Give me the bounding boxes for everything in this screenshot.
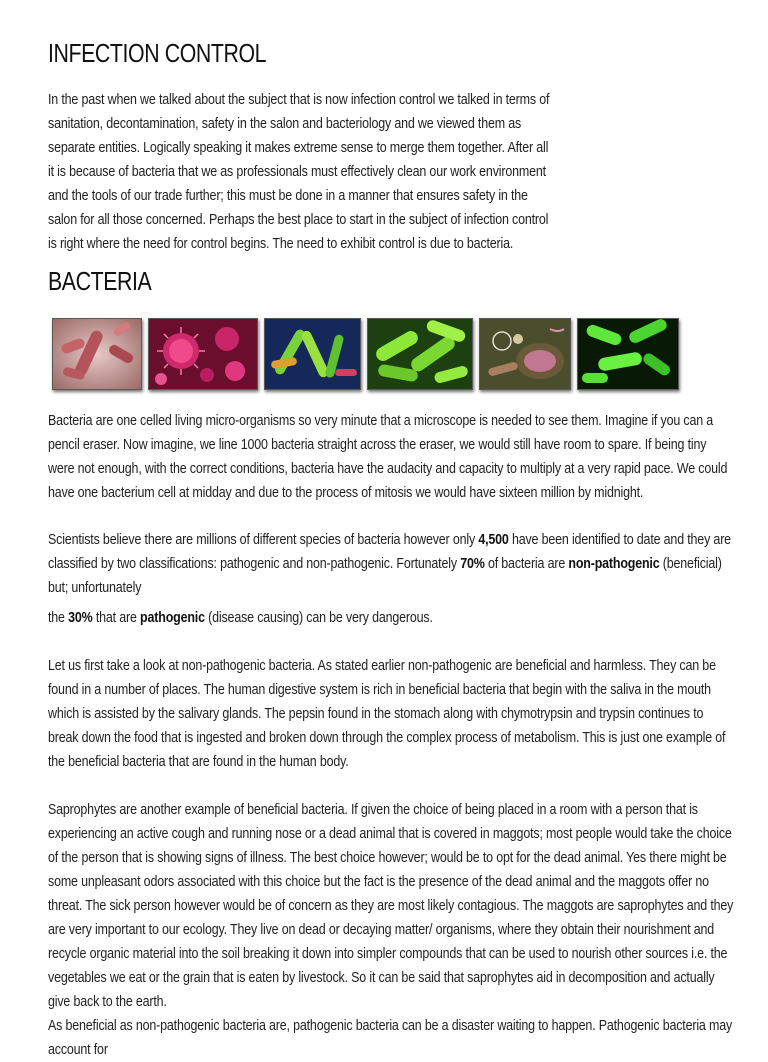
bacteria-image-pink-rods — [52, 318, 142, 390]
bacteria-image-green-blue-rods — [264, 318, 361, 390]
stat-identified-species: 4,500 — [478, 532, 509, 548]
paragraph-pathogenic-cutoff: As beneficial as non-pathogenic bacteria are, pathogenic bacteria can be a disaster waiting to happen. Pathogenic bacteria may account for — [48, 1018, 733, 1058]
bacteria-image-bright-green-rods — [577, 318, 679, 390]
paragraph-species: Scientists believe there are millions of different species of bacteria however only 4,500 have been identified to date and they are classified by two classifications: pathogenic and non-pathogenic. Fortunately 70% of bacteria are non-pathogenic (beneficial) but; unfortunately — [48, 532, 731, 596]
paragraph-intro: In the past when we talked about the subject that is now infection control we talked in terms of sanitation, decontamination, safety in the salon and bacteriology and we viewed them as separate entities. Logically speaking it makes extreme sense to merge them together. After all it is because of bacteria that we as professionals must effectively clean our work environment and the tools of our trade further; this must be done in a manner that ensures safety in the salon for all those concerned. Perhaps the best place to start in the subject of infection control is right where the need for control begins. The need to exhibit control is due to bacteria. — [48, 92, 550, 252]
paragraph-saprophytes: Saprophytes are another example of beneficial bacteria. If given the choice of being placed in a room with a person that is experiencing an active cough and running nose or a dead animal that is covered in maggots; most people would take the choice of the person that is showing signs of illness. The best choice however; would be to opt for the dead animal. Yes there might be some unpleasant odors associated with this choice but the fact is the presence of the dead animal and the maggots offer no threat. The sick person however would be of concern as they are most likely contagious. The maggots are saprophytes and they are very important to our ecology. They live on dead or decaying matter/ organisms, where they obtain their nourishment and recycle organic material into the soil breaking it down into simpler compounds that can be used to nourish other sources i.e. the vegetables we eat or the grain that is eaten by livestock. So it can be said that saprophytes aid in decomposition and actually give back to the earth. — [48, 802, 734, 1010]
heading-bacteria: BACTERIA — [48, 266, 152, 296]
bacteria-image-green-rods — [367, 318, 473, 390]
paragraph-non-pathogenic: Let us first take a look at non-pathogenic bacteria. As stated earlier non-pathogenic are beneficial and harmless. They can be found in a number of places. The human digestive system is rich in beneficial bacteria that begin with the saliva in the mouth which is assisted by the salivary glands. The pepsin found in the stomach along with chymotrypsin and trypsin continues to break down the food that is ingested and broken down through the complex process of metabolism. This is just one example of the beneficial bacteria that are found in the human body. — [48, 658, 726, 770]
term-non-pathogenic: non-pathogenic — [568, 556, 660, 572]
heading-infection-control: INFECTION CONTROL — [48, 38, 267, 68]
bacteria-image-mixed-cells — [479, 318, 571, 390]
stat-non-pathogenic-percent: 70% — [460, 556, 485, 572]
paragraph-bacteria-intro: Bacteria are one celled living micro-organisms so very minute that a microscope is needed to see them. Imagine if you can a pencil eraser. Now imagine, we line 1000 bacteria straight across the eraser, we would still have room to spare. If being tiny were not enough, with the correct conditions, bacteria have the audacity and capacity to multiply at a very rapid pace. We could have one bacterium cell at midday and due to the process of mitosis we would have sixteen million by midnight. — [48, 413, 728, 501]
bacteria-image-magenta-cocci — [148, 318, 258, 390]
paragraph-pathogenic: the 30% that are pathogenic (disease causing) can be very dangerous. — [48, 610, 433, 626]
stat-pathogenic-percent: 30% — [68, 610, 93, 626]
term-pathogenic: pathogenic — [140, 610, 205, 626]
